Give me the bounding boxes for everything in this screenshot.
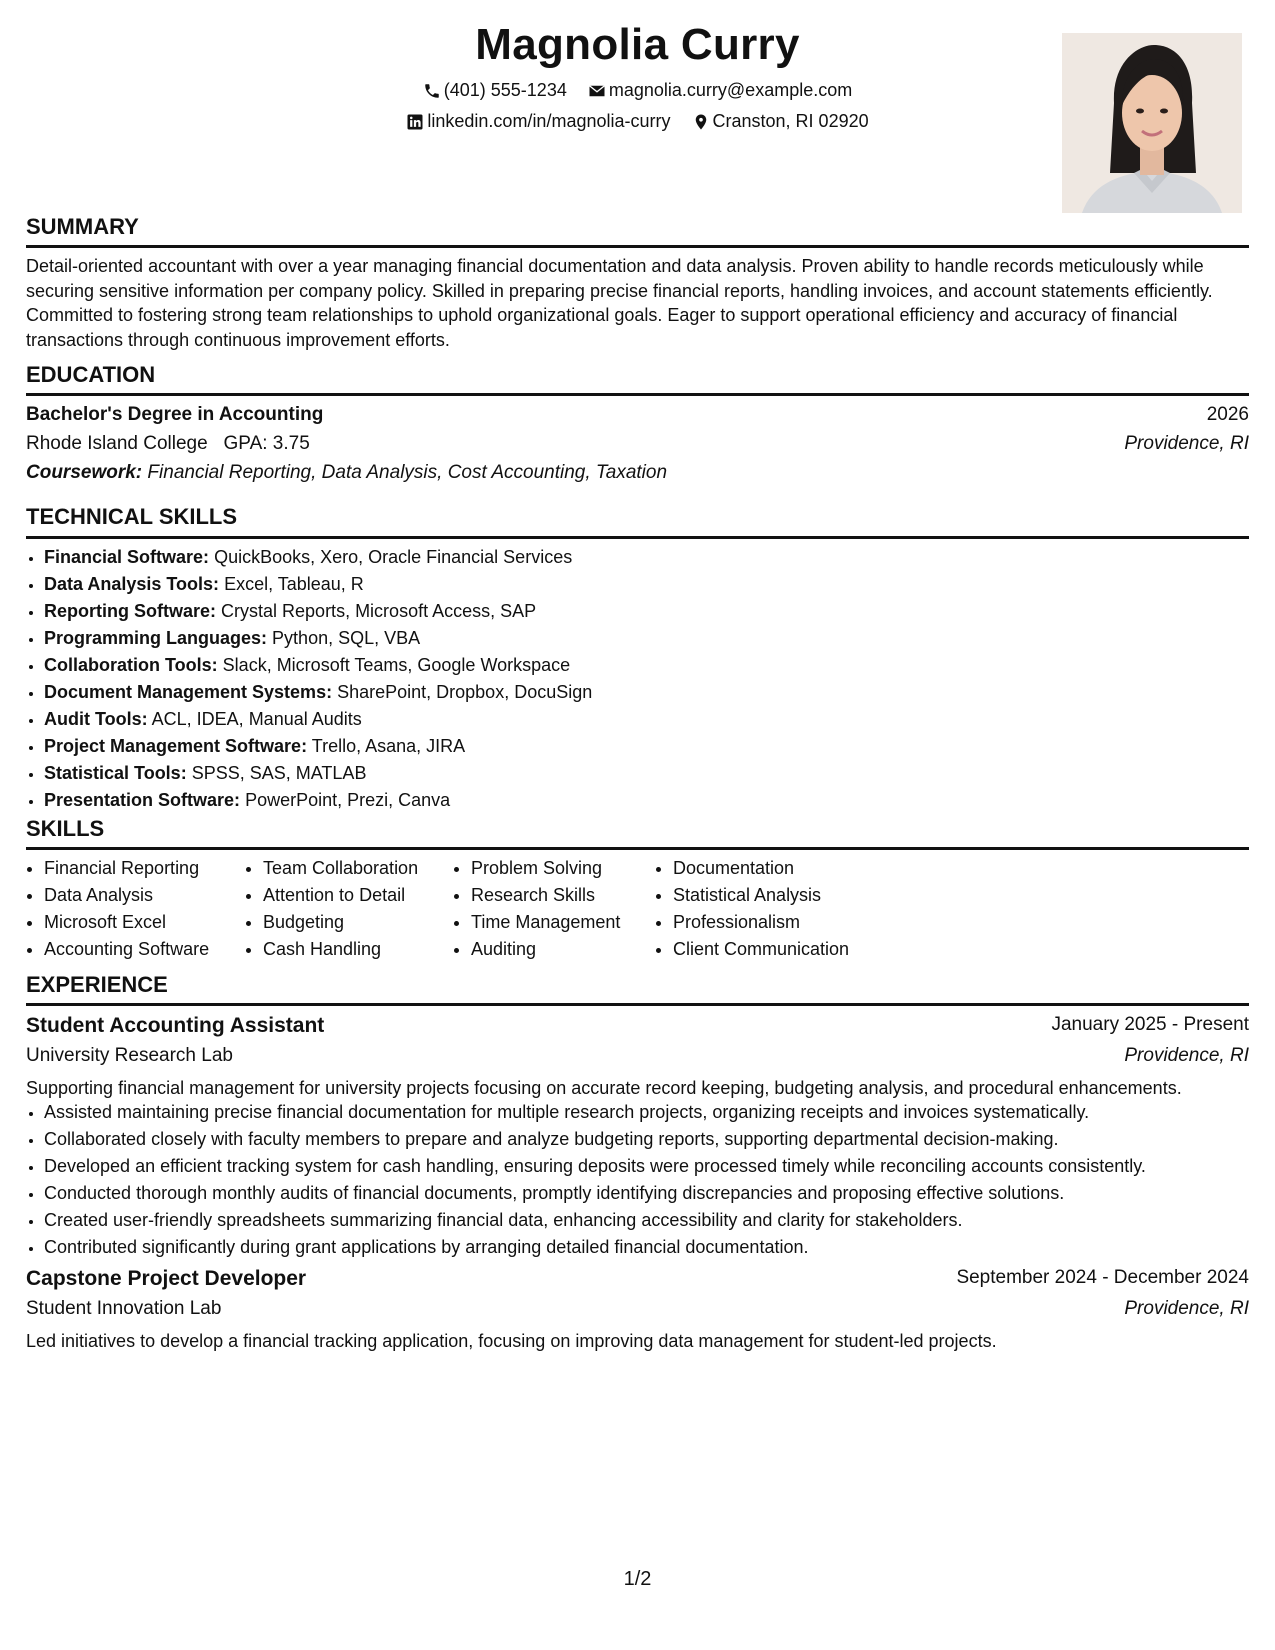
- coursework-text: Financial Reporting, Data Analysis, Cost Accounting, Taxation: [147, 462, 668, 483]
- envelope-icon: [588, 82, 606, 100]
- skills-heading: SKILLS: [26, 816, 105, 841]
- list-item: • Documentation: [673, 855, 903, 882]
- list-item: • Presentation Software: PowerPoint, Prezi, Canva: [44, 787, 1249, 814]
- job-1-dates: January 2025 - Present: [1051, 1014, 1249, 1035]
- list-item: • Assisted maintaining precise financial documentation for multiple research projects, organizing receipts and invoices systematically.: [44, 1099, 1249, 1126]
- list-item: • Collaborated closely with faculty members to prepare and analyze budgeting reports, supporting departmental decision-making.: [44, 1126, 1249, 1153]
- graduation-year: 2026: [1206, 404, 1249, 425]
- contact-location: [692, 111, 869, 132]
- list-item: • Statistical Analysis: [673, 882, 903, 909]
- list-item: • Budgeting: [263, 909, 463, 936]
- list-item: • Time Management: [471, 909, 666, 936]
- list-item: • Accounting Software: [44, 936, 254, 963]
- list-item: • Statistical Tools: SPSS, SAS, MATLAB: [44, 760, 1249, 787]
- page-number: 1/2: [623, 1568, 652, 1590]
- contact-email[interactable]: [588, 80, 852, 101]
- phone-icon: [423, 82, 441, 100]
- list-item: • Created user-friendly spreadsheets summarizing financial data, enhancing accessibility and clarity for stakeholders.: [44, 1207, 1249, 1234]
- list-item: • Attention to Detail: [263, 882, 463, 909]
- education-heading: EDUCATION: [26, 362, 156, 387]
- summary-divider: [26, 245, 1249, 248]
- skills-column-2: [245, 855, 463, 963]
- list-item: • Cash Handling: [263, 936, 463, 963]
- job-2-location: Providence, RI: [1124, 1298, 1249, 1319]
- list-item: • Audit Tools: ACL, IDEA, Manual Audits: [44, 706, 1249, 733]
- skills-column-4: [655, 855, 903, 963]
- experience-divider: [26, 1003, 1249, 1006]
- list-item: • Team Collaboration: [263, 855, 463, 882]
- job-2-org: Student Innovation Lab: [26, 1298, 222, 1319]
- job-1-org: University Research Lab: [26, 1045, 233, 1066]
- job-1-bullets: [26, 1099, 1249, 1261]
- coursework-label: Coursework:: [26, 462, 143, 483]
- summary-text: Detail-oriented accountant with over a year managing financial documentation and data analysis. Proven ability to handle records meticulously while securing sensitive information per company policy. Skilled in preparing precise financial reports, handling invoices, and account statements efficiently. Committed to fostering strong team relationships to uphold organizational goals. Eager to support operational efficiency and accuracy of financial transactions through continuous improvement efforts.: [26, 256, 1213, 350]
- gpa: GPA: 3.75: [223, 433, 310, 454]
- degree: Bachelor's Degree in Accounting: [26, 404, 324, 425]
- skills-divider: [26, 847, 1249, 850]
- list-item: • Conducted thorough monthly audits of financial documents, promptly identifying discrepancies and proposing effective solutions.: [44, 1180, 1249, 1207]
- phone-text: (401) 555-1234: [443, 80, 567, 100]
- list-item: • Financial Reporting: [44, 855, 254, 882]
- job-2-dates: September 2024 - December 2024: [956, 1267, 1249, 1288]
- experience-heading: EXPERIENCE: [26, 972, 168, 997]
- skills-column-1: [26, 855, 254, 963]
- job-1-summary: Supporting financial management for university projects focusing on accurate record keeping, budgeting analysis, and procedural enhancements.: [26, 1078, 1182, 1098]
- list-item: • Client Communication: [673, 936, 903, 963]
- email-text[interactable]: magnolia.curry@example.com: [608, 80, 853, 100]
- skills-column-3: [453, 855, 666, 963]
- school-line: [26, 433, 310, 455]
- school-name: Rhode Island College: [26, 433, 208, 454]
- job-2-role: Capstone Project Developer: [26, 1267, 307, 1290]
- location-text: Cranston, RI 02920: [712, 111, 869, 131]
- list-item: • Project Management Software: Trello, Asana, JIRA: [44, 733, 1249, 760]
- list-item: • Contributed significantly during grant applications by arranging detailed financial documentation.: [44, 1234, 1249, 1261]
- linkedin-icon: [406, 113, 424, 131]
- map-pin-icon: [692, 113, 710, 131]
- education-divider: [26, 393, 1249, 396]
- list-item: • Financial Software: QuickBooks, Xero, Oracle Financial Services: [44, 544, 1249, 571]
- job-1-role: Student Accounting Assistant: [26, 1014, 325, 1037]
- list-item: • Data Analysis Tools: Excel, Tableau, R: [44, 571, 1249, 598]
- list-item: • Programming Languages: Python, SQL, VBA: [44, 625, 1249, 652]
- list-item: • Microsoft Excel: [44, 909, 254, 936]
- coursework-line: [26, 462, 667, 484]
- summary-heading: SUMMARY: [26, 214, 139, 239]
- linkedin-text[interactable]: linkedin.com/in/magnolia-curry: [427, 111, 671, 131]
- technical-skills-list: [26, 544, 1249, 814]
- list-item: • Problem Solving: [471, 855, 666, 882]
- job-1-location: Providence, RI: [1124, 1045, 1249, 1066]
- contact-linkedin[interactable]: [406, 111, 670, 132]
- list-item: • Reporting Software: Crystal Reports, Microsoft Access, SAP: [44, 598, 1249, 625]
- list-item: • Collaboration Tools: Slack, Microsoft Teams, Google Workspace: [44, 652, 1249, 679]
- list-item: • Document Management Systems: SharePoint, Dropbox, DocuSign: [44, 679, 1249, 706]
- candidate-name: Magnolia Curry: [475, 20, 800, 69]
- profile-photo: [1062, 33, 1242, 213]
- list-item: • Data Analysis: [44, 882, 254, 909]
- list-item: • Developed an efficient tracking system for cash handling, ensuring deposits were processed timely while reconciling accounts consistently.: [44, 1153, 1249, 1180]
- contact-phone: [423, 80, 567, 101]
- school-location: Providence, RI: [1124, 433, 1249, 454]
- list-item: • Auditing: [471, 936, 666, 963]
- job-2-summary: Led initiatives to develop a financial tracking application, focusing on improving data management for student-led projects.: [26, 1331, 997, 1351]
- resume-page: [26, 0, 1249, 1650]
- technical-skills-divider: [26, 536, 1249, 539]
- list-item: • Research Skills: [471, 882, 666, 909]
- list-item: • Professionalism: [673, 909, 903, 936]
- technical-skills-heading: TECHNICAL SKILLS: [26, 504, 238, 529]
